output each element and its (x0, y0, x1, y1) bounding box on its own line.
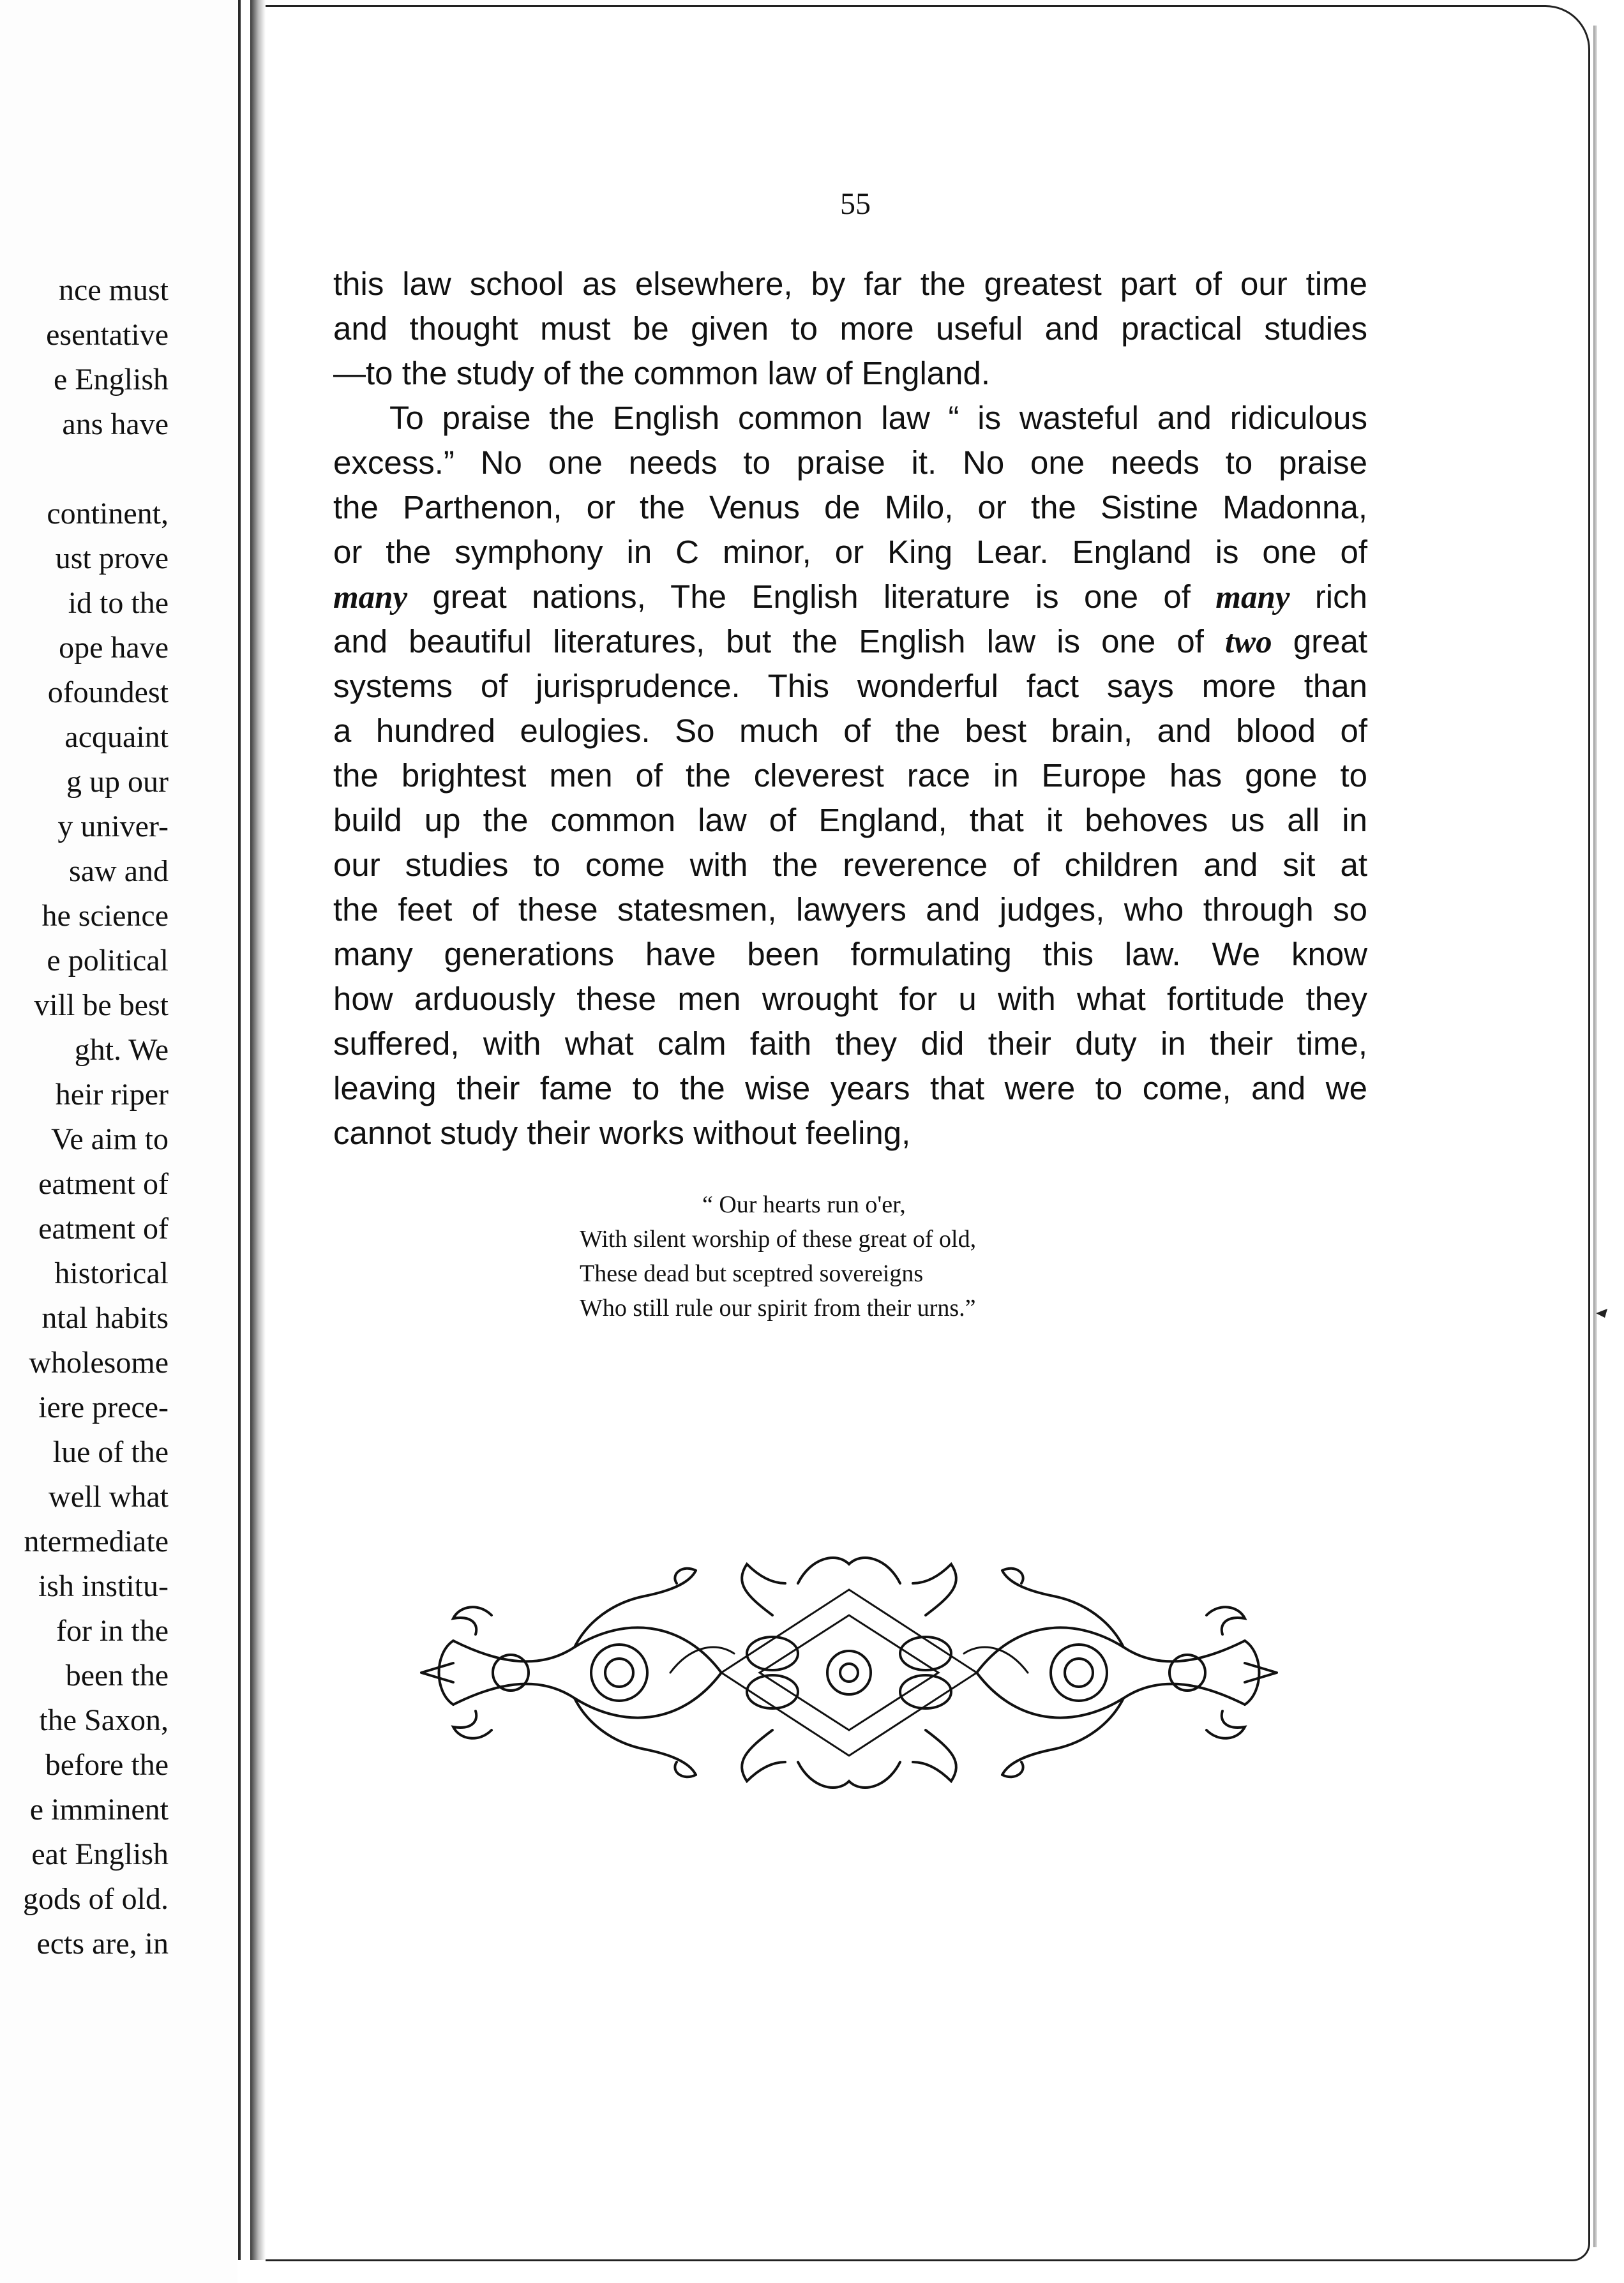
left-page-line: vill be best (34, 988, 169, 1022)
body-line: our studies to come with the reverence of children and sit at (333, 847, 1367, 883)
body-line: or the symphony in C minor, or King Lear. England is one of (333, 534, 1367, 570)
body-line: the Parthenon, or the Venus de Milo, or the Sistine Madonna, (333, 489, 1367, 525)
left-page-line: gods of old. (23, 1882, 169, 1916)
poem-line: “ Our hearts run o'er, (702, 1191, 906, 1218)
body-line: the feet of these statesmen, lawyers and judges, who through so (333, 891, 1367, 928)
left-page-line: esentative (46, 318, 169, 352)
body-line: To praise the English common law “ is wasteful and ridiculous (389, 400, 1367, 436)
left-page-line: for in the (56, 1614, 169, 1648)
left-page-line: ofoundest (47, 675, 169, 709)
left-page-line: heir riper (55, 1078, 169, 1111)
poem-quotation (0, 1187, 1624, 1328)
left-page-line: lue of the (52, 1435, 169, 1469)
left-page-line: ope have (59, 631, 169, 665)
left-page-line: before the (45, 1748, 169, 1782)
left-page-line: well what (49, 1480, 169, 1514)
left-page-line: ans have (62, 407, 169, 441)
body-line: —to the study of the common law of England. (333, 355, 991, 391)
body-line: and thought must be given to more useful and practical studies (333, 310, 1367, 347)
page-edge-mark-icon (1596, 1309, 1607, 1318)
left-page-line: continent, (47, 497, 169, 531)
left-page-line: ght. We (74, 1033, 169, 1067)
poem-line: Who still rule our spirit from their urns.” (580, 1295, 976, 1322)
body-line: how arduously these men wrought for u with what fortitude they (333, 981, 1367, 1017)
left-page-line: e English (54, 363, 169, 396)
floral-scroll-ornament-icon (415, 1545, 1283, 1800)
left-page-fragment (0, 0, 237, 2283)
left-page-line: the Saxon, (39, 1703, 169, 1737)
body-line: many great nations, The English literature is one of many rich (333, 578, 1367, 615)
body-line: this law school as elsewhere, by far the greatest part of our time (333, 266, 1367, 302)
left-page-line: iere prece- (38, 1390, 169, 1424)
poem-line: With silent worship of these great of old, (580, 1226, 977, 1253)
body-line: excess.” No one needs to praise it. No one needs to praise (333, 444, 1367, 481)
body-line: build up the common law of England, that it behoves us all in (333, 802, 1367, 838)
left-page-line: eatment of (38, 1167, 169, 1201)
left-page-line: wholesome (29, 1346, 169, 1380)
left-page-line: eat English (31, 1837, 169, 1871)
left-page-line: he science (41, 899, 169, 933)
left-page-line: ntermediate (24, 1525, 169, 1558)
left-page-line: been the (65, 1659, 169, 1692)
body-line: the brightest men of the cleverest race in Europe has gone to (333, 757, 1367, 794)
left-page-line: historical (54, 1256, 169, 1290)
left-page-line: eatment of (38, 1212, 169, 1246)
page-edge (1593, 26, 1597, 2247)
left-page-line: acquaint (64, 720, 169, 754)
left-page-line: ects are, in (36, 1927, 169, 1961)
left-page-line: y univer- (57, 810, 169, 843)
left-page-line: g up our (66, 765, 169, 799)
left-page-line: saw and (69, 854, 169, 888)
left-page-line: e imminent (29, 1793, 169, 1827)
binding-shadow (250, 0, 266, 2260)
binding-gutter (238, 0, 241, 2260)
left-page-line: id to the (68, 586, 169, 620)
page-number: 55 (840, 187, 871, 221)
body-line: many generations have been formulating this law. We know (333, 936, 1367, 972)
left-page-line: ish institu- (38, 1569, 169, 1603)
body-line: leaving their fame to the wise years that were to come, and we (333, 1070, 1367, 1106)
poem-line: These dead but sceptred sovereigns (580, 1260, 924, 1287)
body-line: suffered, with what calm faith they did their duty in their time, (333, 1025, 1367, 1062)
left-page-line: e political (47, 944, 169, 977)
body-line: a hundred eulogies. So much of the best brain, and blood of (333, 712, 1367, 749)
body-line: and beautiful literatures, but the English law is one of two great (333, 623, 1367, 660)
left-page-line: nce must (59, 273, 169, 307)
left-page-line: ntal habits (41, 1301, 169, 1335)
body-line: cannot study their works without feeling, (333, 1115, 911, 1151)
body-line: systems of jurisprudence. This wonderful fact says more than (333, 668, 1367, 704)
left-page-line: ust prove (55, 541, 169, 575)
left-page-line: Ve aim to (51, 1122, 169, 1156)
